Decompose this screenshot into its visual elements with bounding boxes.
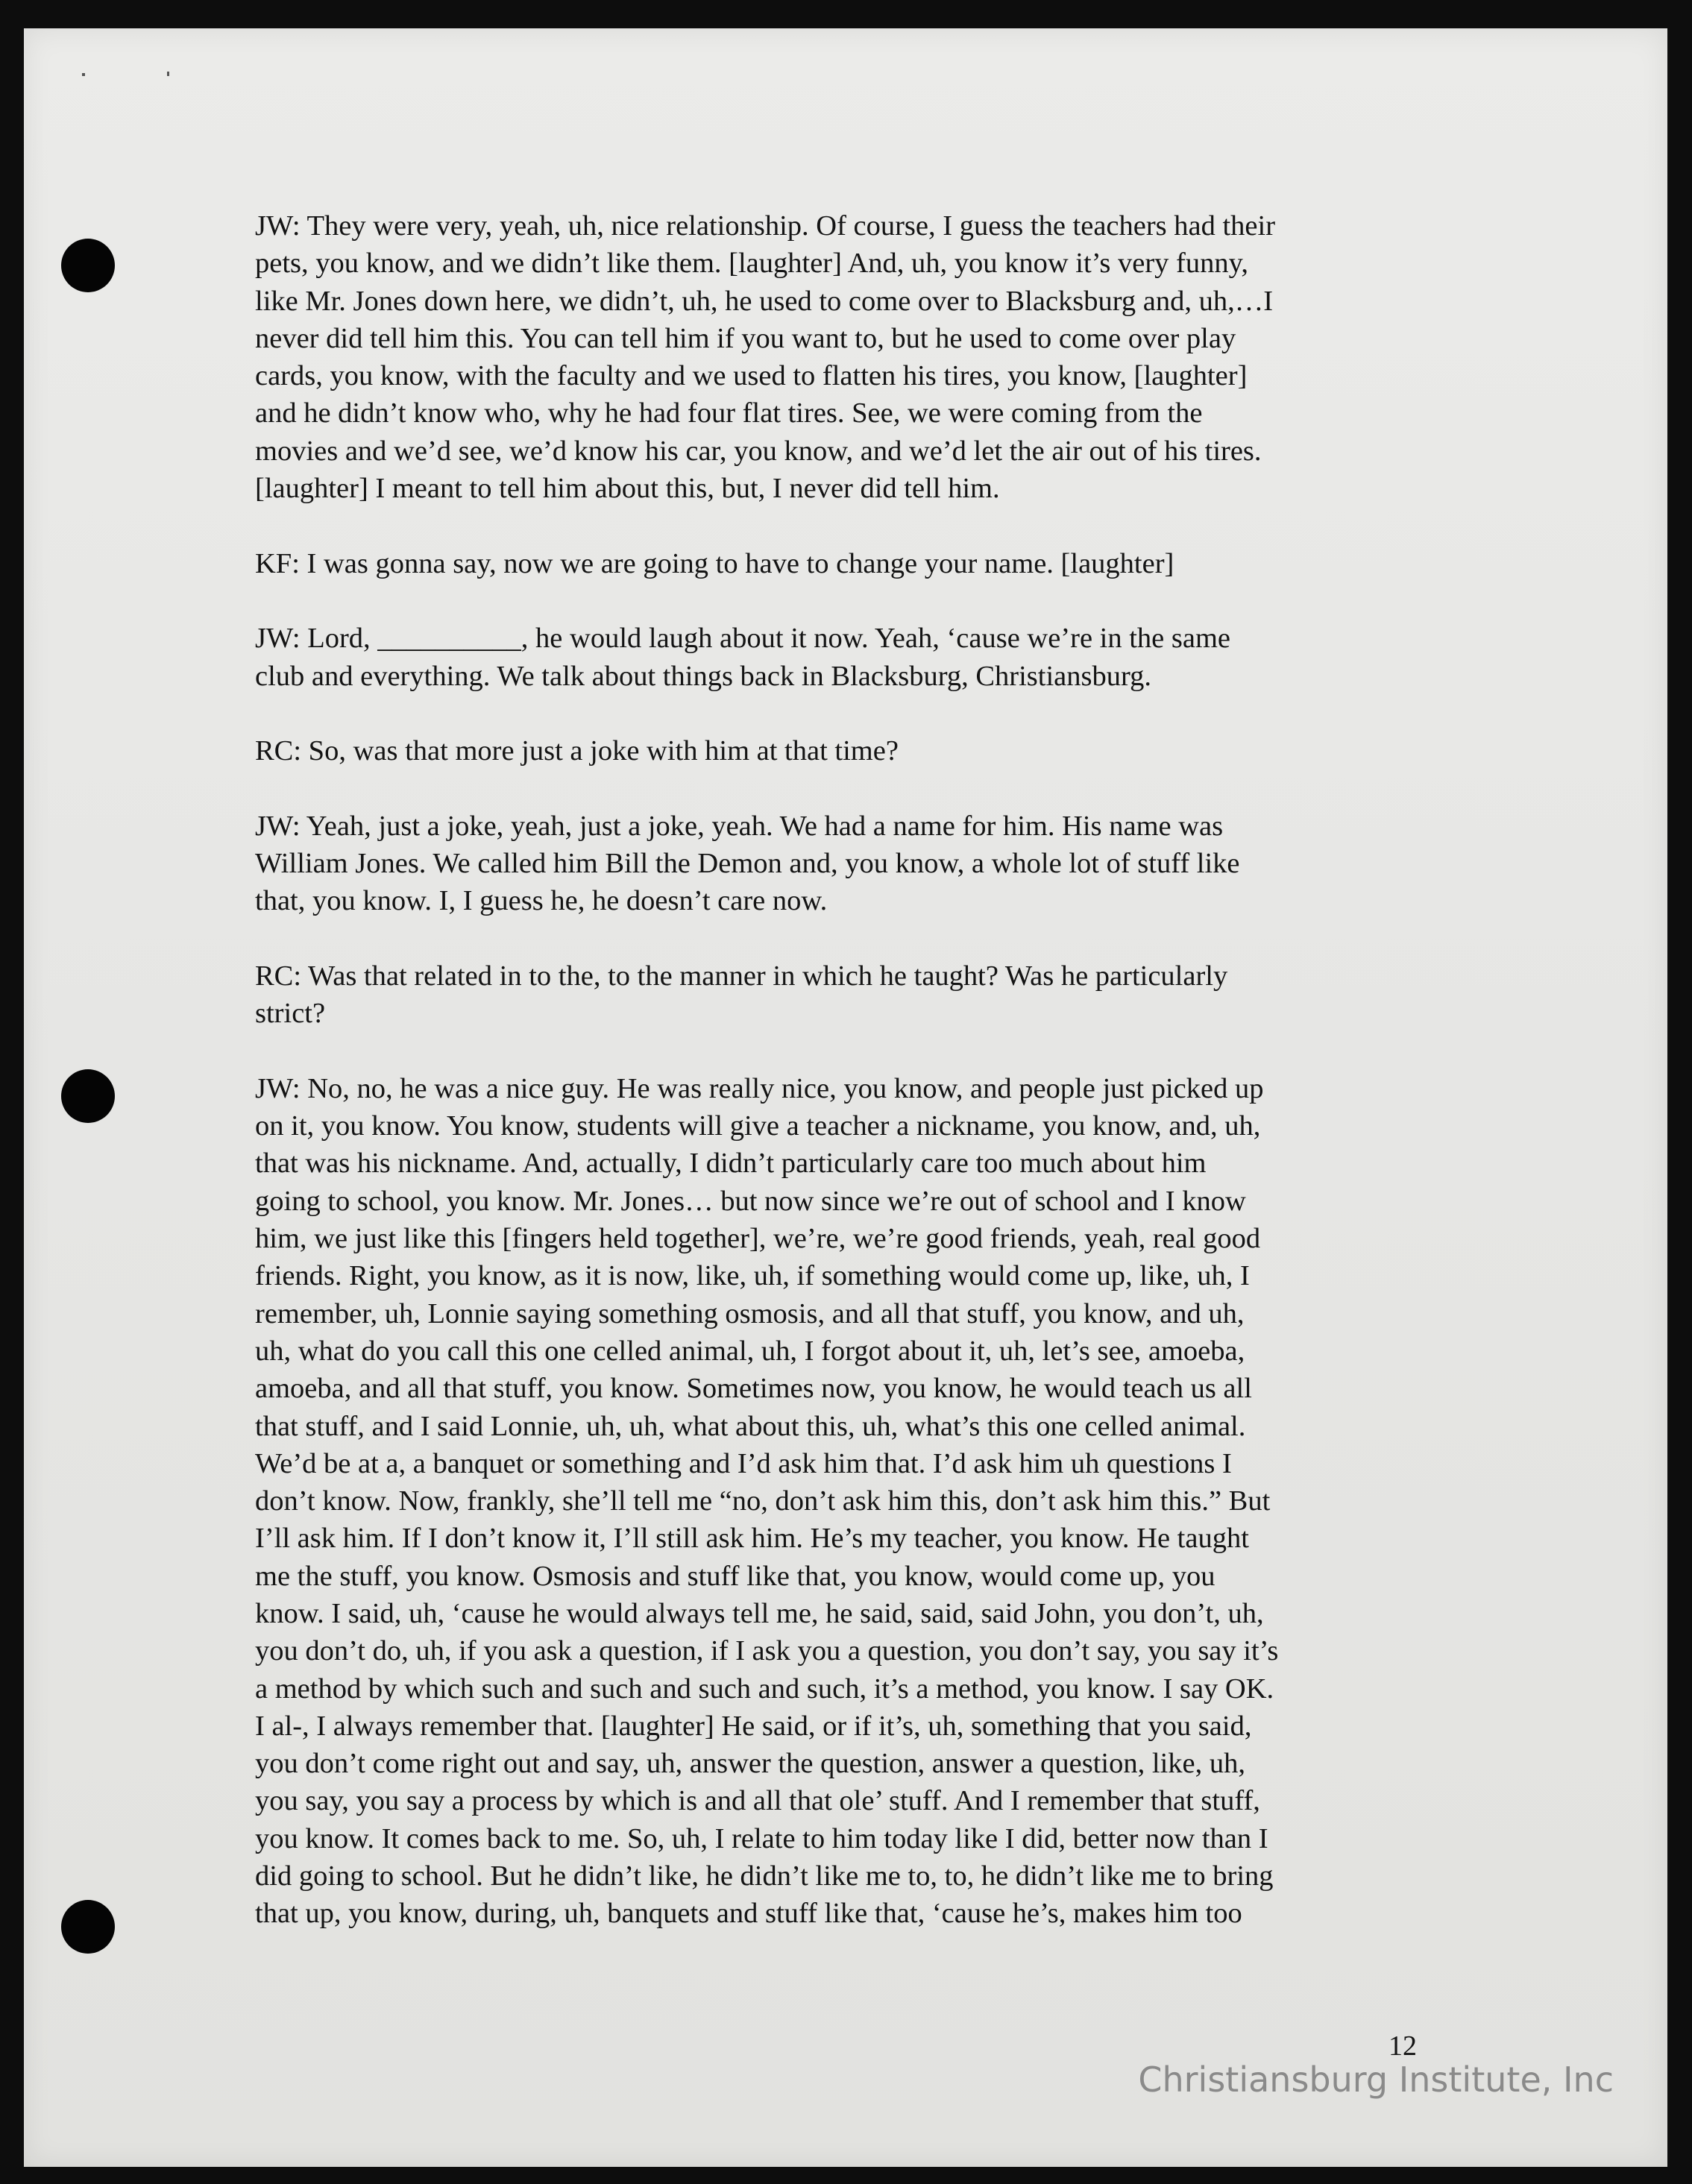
paper-speck [167,72,169,76]
watermark: Christiansburg Institute, Inc [1138,2059,1614,2100]
paper-speck [82,73,85,76]
transcript-paragraph: JW: Yeah, just a joke, yeah, just a joke, yeah. We had a name for him. His name was William Jones. We called him Bill the Demon and, you know, a whole lot of stuff like that, you know. I, I guess he, he doesn’t care now. [255,810,1240,917]
transcript-body [255,207,1433,1933]
transcript-paragraph: JW: They were very, yeah, uh, nice relationship. Of course, I guess the teachers had their pets, you know, and we didn’t like them. [laughter] And, uh, you know it’s very funny, like Mr. Jones down here, we didn’t, uh, he used to come over to Blacksburg and, uh,…I never did tell him this. You can tell him if you want to, but he used to come over play cards, you know, with the faculty and we used to flatten his tires, you know, [laughter] and he didn’t know who, why he had four flat tires. See, we were coming from the movies and we’d see, we’d know his car, you know, and we’d let the air out of his tires. [laughter] I meant to tell him about this, but, I never did tell him. [255,210,1276,505]
transcript-paragraph: JW: No, no, he was a nice guy. He was really nice, you know, and people just picked up on it, you know. You know, students will give a teacher a nickname, you know, and, uh, that was his nickname. And, actually, I didn’t particularly care too much about him going to school, you know. Mr. Jones… but now since we’re out of school and I know him, we just like this [fingers held together], we’re, we’re good friends, yeah, real good friends. Right, you know, as it is now, like, uh, if something would come up, like, uh, I remember, uh, Lonnie saying something osmosis, and all that stuff, you know, and uh, uh, what do you call this one celled animal, uh, I forgot about it, uh, let’s see, amoeba, amoeba, and all that stuff, you know. Sometimes now, you know, he would teach us all that stuff, and I said Lonnie, uh, uh, what about this, uh, what’s this one celled animal. We’d be at a, a banquet or something and I’d ask him that. I’d ask him uh questions I don’t know. Now, frankly, she’ll tell me “no, don’t ask him this, don’t ask him this.” But I’ll ask him. If I don’t know it, I’ll still ask him. He’s my teacher, you know. He taught me the stuff, you know. Osmosis and stuff like that, you know, would come up, you know. I said, uh, ‘cause he would always tell me, he said, said, said John, you don’t, uh, you don’t do, uh, if you ask a question, if I ask you a question, you don’t say, you say it’s a method by which such and such and such and such, it’s a method, you know. I say OK. I al-, I always remember that. [laughter] He said, or if it’s, uh, something that you said, you don’t come right out and say, uh, answer the question, answer a question, like, uh, you say, you say a process by which is and all that ole’ stuff. And I remember that stuff, you know. It comes back to me. So, uh, I relate to him today like I did, better now than I did going to school. But he didn’t like, he didn’t like me to, to, he didn’t like me to bring that up, you know, during, uh, banquets and stuff like that, ‘cause he’s, makes him too [255,1072,1279,1930]
page-number: 12 [1388,2030,1417,2062]
transcript-paragraph: RC: So, was that more just a joke with him at that time? [255,735,899,767]
transcript-paragraph: RC: Was that related in to the, to the manner in which he taught? Was he particularly strict? [255,960,1228,1030]
transcript-paragraph: JW: Lord, __________, he would laugh about it now. Yeah, ‘cause we’re in the same club and everything. We talk about things back in Blacksburg, Christiansburg. [255,623,1231,692]
binder-hole-top [61,239,115,292]
transcript-paragraph: KF: I was gonna say, now we are going to have to change your name. [laughter] [255,547,1174,579]
binder-hole-middle [61,1069,115,1123]
binder-hole-bottom [61,1900,115,1954]
